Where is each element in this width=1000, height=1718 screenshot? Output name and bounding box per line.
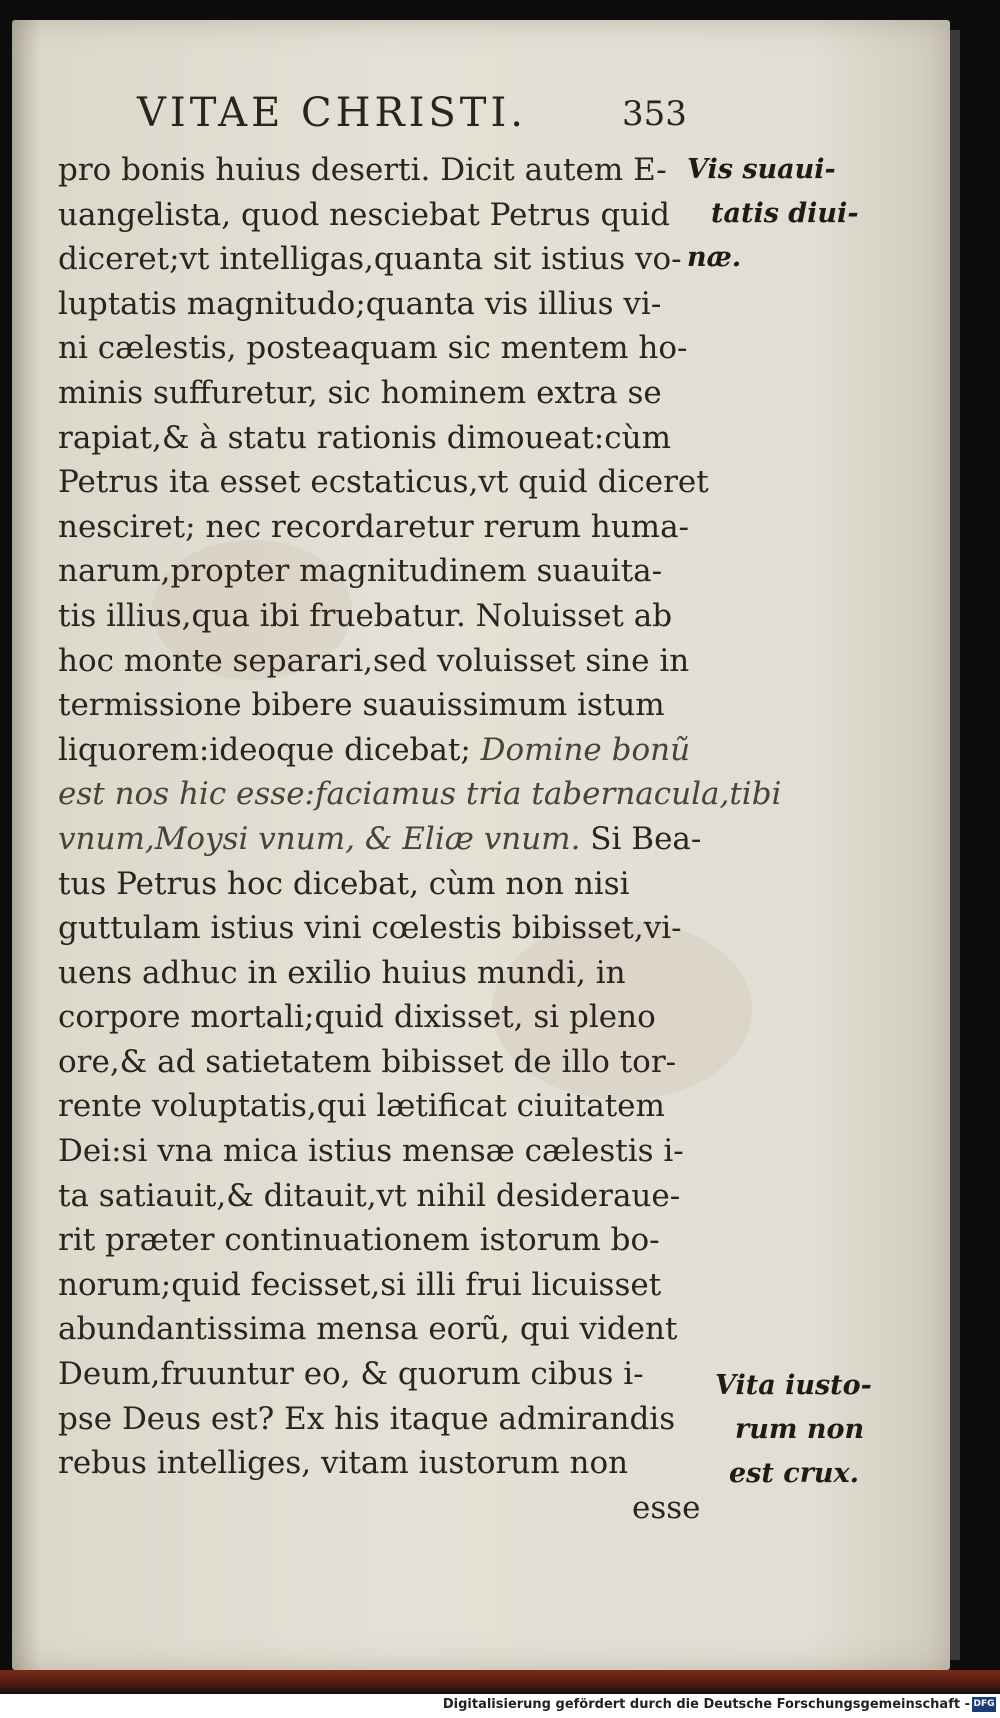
text-line: norum;quid fecisset,si illi frui licuisset xyxy=(58,1266,662,1303)
text-line: pse Deus est? Ex his itaque admirandis xyxy=(58,1400,676,1437)
text-line: corpore mortali;quid dixisset, si pleno xyxy=(58,999,656,1036)
margin-note-line: næ. xyxy=(687,242,742,273)
page-header xyxy=(12,90,950,150)
margin-note xyxy=(715,1364,872,1496)
text-line: nesciret; nec recordaretur rerum huma- xyxy=(58,508,690,545)
text-line: Petrus ita esset ecstaticus,vt quid diceret xyxy=(58,464,709,501)
text-line: minis suffuretur, sic hominem extra se xyxy=(58,374,662,411)
margin-note-line: Vita iusto- xyxy=(715,1370,872,1401)
text-line: Dei:si vna mica istius mensæ cælestis i- xyxy=(58,1133,684,1170)
text-line: tus Petrus hoc dicebat, cùm non nisi xyxy=(58,865,630,902)
text-line: luptatis magnitudo;quanta vis illius vi- xyxy=(58,285,662,322)
text-line: Deum,fruuntur eo, & quorum cibus i- xyxy=(58,1356,644,1393)
book-page xyxy=(12,20,950,1670)
text-line: ta satiauit,& ditauit,vt nihil desideraue- xyxy=(58,1177,681,1214)
binding-edge xyxy=(0,1670,1000,1694)
text-line xyxy=(58,817,702,862)
footer-bar xyxy=(0,1694,1000,1718)
text-line: rapiat,& à statu rationis dimoueat:cùm xyxy=(58,419,671,456)
margin-note-line: tatis diui- xyxy=(711,198,859,229)
text-line: esse xyxy=(632,1489,701,1526)
margin-note xyxy=(687,148,859,280)
text-segment: liquorem:ideoque dicebat; xyxy=(58,731,471,768)
text-line: narum,propter magnitudinem suauita- xyxy=(58,553,663,590)
page-number: 353 xyxy=(622,94,687,134)
text-line: rente voluptatis,qui lætificat ciuitatem xyxy=(58,1088,665,1125)
margin-note-line: Vis suaui- xyxy=(687,154,836,185)
text-line: diceret;vt intelligas,quanta sit istius vo- xyxy=(58,241,682,278)
text-line: uangelista, quod nesciebat Petrus quid xyxy=(58,196,671,233)
text-line: ore,& ad satietatem bibisset de illo tor- xyxy=(58,1043,677,1080)
margin-note-line: rum non xyxy=(735,1414,865,1445)
italic-quote: Domine bonũ xyxy=(480,731,691,768)
page-edge xyxy=(950,30,960,1660)
funding-credit: Digitalisierung gefördert durch die Deutsche Forschungsgemeinschaft - xyxy=(442,1697,970,1712)
italic-quote-line: est nos hic esse:faciamus tria tabernacula,tibi xyxy=(58,776,782,813)
text-line: abundantissima mensa eorũ, qui vident xyxy=(58,1311,678,1348)
margin-note-line: est crux. xyxy=(729,1458,860,1489)
text-line: tis illius,qua ibi fruebatur. Noluisset ab xyxy=(58,597,673,634)
dfg-logo: DFG xyxy=(972,1697,996,1712)
running-title: VITAE CHRISTI. xyxy=(137,90,527,136)
text-line: guttulam istius vini cœlestis bibisset,vi- xyxy=(58,910,682,947)
text-line: termissione bibere suauissimum istum xyxy=(58,687,665,724)
text-line: ni cælestis, posteaquam sic mentem ho- xyxy=(58,330,688,367)
text-line: rebus intelliges, vitam iustorum non xyxy=(58,1445,629,1482)
italic-quote: vnum,Moysi vnum, & Eliæ vnum. xyxy=(58,820,581,857)
text-line: pro bonis huius deserti. Dicit autem E- xyxy=(58,152,667,188)
text-line: rit præter continuationem istorum bo- xyxy=(58,1222,660,1259)
text-segment: Si Bea- xyxy=(590,820,702,857)
text-line: hoc monte separari,sed voluisset sine in xyxy=(58,642,690,679)
text-line xyxy=(58,728,698,773)
text-line: uens adhuc in exilio huius mundi, in xyxy=(58,954,626,991)
